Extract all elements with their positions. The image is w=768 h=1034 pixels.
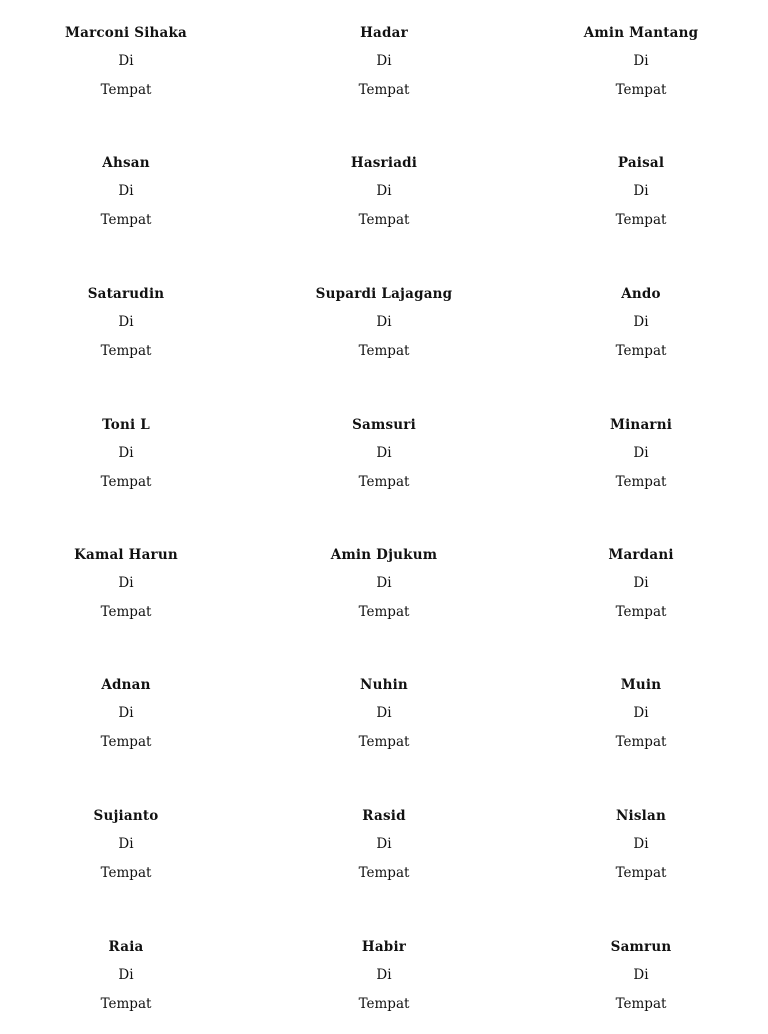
recipient-name: Samsuri [352, 417, 416, 433]
address-label [16, 803, 236, 887]
recipient-name: Marconi Sihaka [64, 25, 187, 41]
recipient-name: Hasriadi [350, 155, 418, 171]
recipient-name: Supardi Lajagang [315, 286, 453, 302]
address-label [531, 20, 751, 104]
label-line-tempat: Tempat [615, 474, 667, 490]
address-label [16, 412, 236, 496]
recipient-name: Toni L [102, 417, 150, 433]
label-line-di: Di [118, 445, 134, 461]
label-line-tempat: Tempat [100, 604, 152, 620]
address-label [16, 672, 236, 756]
address-label [16, 934, 236, 1018]
label-line-di: Di [633, 967, 649, 983]
label-line-di: Di [376, 836, 392, 852]
address-label [274, 542, 494, 626]
address-label [274, 20, 494, 104]
label-line-tempat: Tempat [100, 865, 152, 881]
recipient-name: Ahsan [102, 155, 150, 171]
recipient-name: Mardani [608, 547, 674, 563]
label-line-di: Di [118, 967, 134, 983]
label-line-di: Di [118, 705, 134, 721]
label-line-di: Di [633, 836, 649, 852]
recipient-name: Minarni [609, 417, 673, 433]
address-label [274, 672, 494, 756]
recipient-name: Habir [361, 939, 407, 955]
recipient-name: Kamal Harun [74, 547, 178, 563]
label-row [0, 20, 768, 120]
label-line-tempat: Tempat [615, 82, 667, 98]
recipient-name: Rasid [362, 808, 406, 824]
label-line-tempat: Tempat [358, 734, 410, 750]
label-line-di: Di [376, 314, 392, 330]
label-line-tempat: Tempat [358, 82, 410, 98]
address-label [531, 542, 751, 626]
recipient-name: Nislan [616, 808, 666, 824]
label-line-di: Di [376, 575, 392, 591]
label-line-tempat: Tempat [100, 996, 152, 1012]
label-line-di: Di [633, 183, 649, 199]
label-line-tempat: Tempat [615, 734, 667, 750]
label-line-di: Di [118, 836, 134, 852]
address-label [274, 934, 494, 1018]
recipient-name: Hadar [360, 25, 408, 41]
recipient-name: Paisal [617, 155, 665, 171]
address-label [531, 672, 751, 756]
label-line-di: Di [118, 575, 134, 591]
label-line-tempat: Tempat [100, 734, 152, 750]
address-label [274, 150, 494, 234]
label-line-tempat: Tempat [615, 865, 667, 881]
address-label [16, 20, 236, 104]
label-line-tempat: Tempat [615, 343, 667, 359]
recipient-name: Sujianto [93, 808, 159, 824]
address-label [16, 281, 236, 365]
label-line-tempat: Tempat [100, 212, 152, 228]
label-row [0, 934, 768, 1034]
label-line-tempat: Tempat [615, 604, 667, 620]
label-line-tempat: Tempat [100, 474, 152, 490]
label-line-tempat: Tempat [615, 996, 667, 1012]
label-line-tempat: Tempat [358, 865, 410, 881]
label-line-tempat: Tempat [358, 343, 410, 359]
label-line-tempat: Tempat [358, 474, 410, 490]
label-line-di: Di [633, 445, 649, 461]
address-label [274, 281, 494, 365]
address-label [531, 281, 751, 365]
address-label [531, 934, 751, 1018]
label-row [0, 542, 768, 642]
label-line-tempat: Tempat [100, 82, 152, 98]
recipient-name: Satarudin [87, 286, 165, 302]
label-line-di: Di [118, 314, 134, 330]
label-line-tempat: Tempat [358, 604, 410, 620]
address-label [274, 412, 494, 496]
recipient-name: Ando [621, 286, 661, 302]
label-line-di: Di [633, 314, 649, 330]
recipient-name: Muin [620, 677, 662, 693]
label-row [0, 281, 768, 381]
label-line-tempat: Tempat [358, 212, 410, 228]
recipient-name: Raia [108, 939, 144, 955]
label-row [0, 803, 768, 903]
label-row [0, 150, 768, 250]
label-line-di: Di [633, 705, 649, 721]
address-label [274, 803, 494, 887]
label-row [0, 412, 768, 512]
label-line-di: Di [118, 183, 134, 199]
label-line-di: Di [118, 53, 134, 69]
address-label [531, 150, 751, 234]
label-line-di: Di [633, 575, 649, 591]
address-label [16, 542, 236, 626]
address-label [531, 803, 751, 887]
label-line-di: Di [376, 967, 392, 983]
label-line-di: Di [633, 53, 649, 69]
recipient-name: Adnan [101, 677, 151, 693]
address-label [531, 412, 751, 496]
address-label [16, 150, 236, 234]
recipient-name: Amin Djukum [330, 547, 438, 563]
label-row [0, 672, 768, 772]
recipient-name: Samrun [610, 939, 672, 955]
label-line-tempat: Tempat [358, 996, 410, 1012]
label-line-tempat: Tempat [100, 343, 152, 359]
label-line-di: Di [376, 183, 392, 199]
recipient-name: Amin Mantang [583, 25, 699, 41]
label-line-di: Di [376, 53, 392, 69]
label-line-di: Di [376, 445, 392, 461]
label-line-di: Di [376, 705, 392, 721]
recipient-name: Nuhin [360, 677, 408, 693]
label-line-tempat: Tempat [615, 212, 667, 228]
